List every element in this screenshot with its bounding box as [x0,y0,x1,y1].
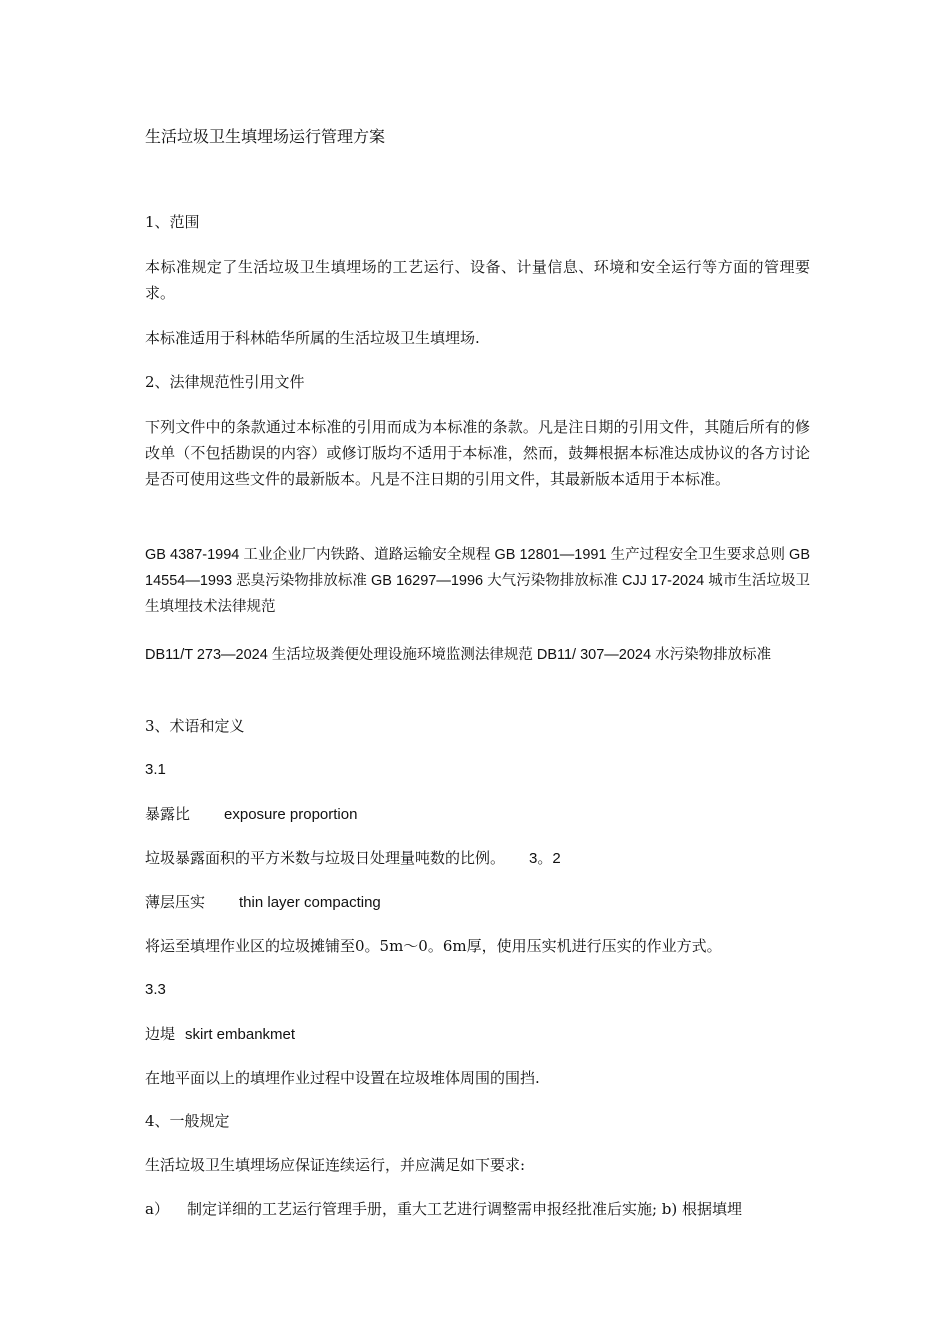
term-3-1-number: 3.1 [145,761,166,778]
term-3-1-row [145,801,810,828]
term-3-2-row [145,889,810,916]
section-2-heading: 2、法律规范性引用文件 [145,373,305,391]
section-2-references-1: GB 4387-1994 工业企业厂内铁路、道路运输安全规程 GB 12801—1991 生产过程安全卫生要求总则 GB 14554—1993 恶臭污染物排放标准 GB 16297—1996 大气污染物排放标准 CJJ 17-2024 城市生活垃圾卫生填埋技术法律规范 [145,547,810,615]
section-2-paragraph-1: 下列文件中的条款通过本标准的引用而成为本标准的条款。凡是注日期的引用文件，其随后所有的修改单（不包括勘误的内容）或修订版均不适用于本标准，然而，鼓舞根据本标准达成协议的各方讨论是否可使用这些文件的最新版本。凡是不注日期的引用文件，其最新版本适用于本标准。 [145,418,810,488]
term-3-1-definition: 垃圾暴露面积的平方米数与垃圾日处理量吨数的比例。 [145,849,506,867]
section-4-item-a-label: a） [145,1200,169,1218]
section-1-heading: 1、范围 [145,213,200,231]
section-4-item-a [145,1196,810,1222]
term-3-3-definition: 在地平面以上的填埋作业过程中设置在垃圾堆体周围的围挡. [145,1069,540,1087]
term-3-3-row [145,1021,810,1048]
term-3-2-english: thin layer compacting [239,894,381,911]
section-4-paragraph-1: 生活垃圾卫生填埋场应保证连续运行，并应满足如下要求: [145,1156,526,1174]
term-3-1-english: exposure proportion [224,806,358,823]
term-3-3-chinese: 边堤 [145,1025,176,1043]
term-3-2-chinese: 薄层压实 [145,893,206,911]
document-title: 生活垃圾卫生填埋场运行管理方案 [145,127,386,146]
section-4-item-a-text: 制定详细的工艺运行管理手册，重大工艺进行调整需申报经批准后实施; b) 根据填埋 [186,1200,743,1218]
term-3-3-number: 3.3 [145,981,166,998]
term-3-3-english: skirt embankmet [185,1026,296,1043]
term-3-1-definition-row [145,845,810,872]
section-2-references-2: DB11/T 273—2024 生活垃圾粪便处理设施环境监测法律规范 DB11/ 307—2024 水污染物排放标准 [145,647,772,663]
section-4-heading: 4、一般规定 [145,1112,230,1130]
section-1-paragraph-1: 本标准规定了生活垃圾卫生填埋场的工艺运行、设备、计量信息、环境和安全运行等方面的管理要求。 [145,258,810,302]
term-3-2-number: 3。2 [529,850,561,867]
section-3-heading: 3、术语和定义 [145,717,245,735]
term-3-2-definition: 将运至填埋作业区的垃圾摊铺至0。5m～0。6m厚，使用压实机进行压实的作业方式。 [145,937,722,955]
section-1-paragraph-2: 本标准适用于科林皓华所属的生活垃圾卫生填埋场. [145,329,480,347]
term-3-1-chinese: 暴露比 [145,805,191,823]
